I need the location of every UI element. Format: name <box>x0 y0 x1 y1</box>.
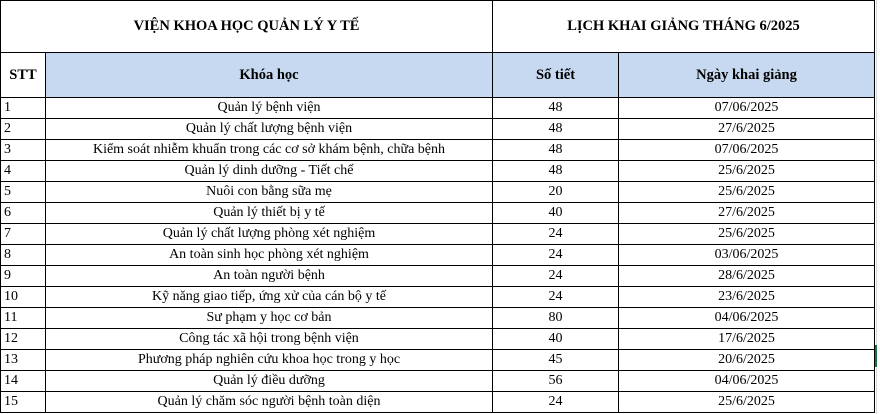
table-row <box>1 119 875 140</box>
row-stt-cell[interactable]: 15 <box>1 392 46 413</box>
row-course-cell[interactable]: Quản lý chất lượng phòng xét nghiệm <box>46 224 493 245</box>
row-hours-cell[interactable]: 48 <box>493 140 619 161</box>
row-hours-cell[interactable]: 80 <box>493 308 619 329</box>
row-stt-cell[interactable]: 4 <box>1 161 46 182</box>
row-hours-cell[interactable]: 24 <box>493 287 619 308</box>
row-stt-cell[interactable]: 5 <box>1 182 46 203</box>
row-date-cell[interactable]: 25/6/2025 <box>619 392 875 413</box>
row-hours-cell[interactable]: 48 <box>493 119 619 140</box>
row-date-cell[interactable]: 04/06/2025 <box>619 371 875 392</box>
table-row <box>1 329 875 350</box>
column-header-stt[interactable]: STT <box>1 53 46 98</box>
row-hours-cell[interactable]: 40 <box>493 203 619 224</box>
row-hours-cell[interactable]: 20 <box>493 182 619 203</box>
row-date-cell[interactable]: 25/6/2025 <box>619 224 875 245</box>
column-header-row <box>1 53 875 98</box>
row-stt-cell[interactable]: 8 <box>1 245 46 266</box>
table-row <box>1 245 875 266</box>
row-hours-cell[interactable]: 45 <box>493 350 619 371</box>
row-stt-cell[interactable]: 3 <box>1 140 46 161</box>
row-course-cell[interactable]: Kỹ năng giao tiếp, ứng xử của cán bộ y tế <box>46 287 493 308</box>
table-row <box>1 392 875 413</box>
row-date-cell[interactable]: 07/06/2025 <box>619 140 875 161</box>
table-row <box>1 161 875 182</box>
row-hours-cell[interactable]: 48 <box>493 161 619 182</box>
table-row <box>1 350 875 371</box>
row-hours-cell[interactable]: 24 <box>493 392 619 413</box>
row-stt-cell[interactable]: 6 <box>1 203 46 224</box>
row-hours-cell[interactable]: 24 <box>493 224 619 245</box>
row-stt-cell[interactable]: 11 <box>1 308 46 329</box>
row-course-cell[interactable]: Quản lý thiết bị y tế <box>46 203 493 224</box>
row-course-cell[interactable]: Quản lý bệnh viện <box>46 98 493 119</box>
table-row <box>1 287 875 308</box>
row-date-cell[interactable]: 23/6/2025 <box>619 287 875 308</box>
row-course-cell[interactable]: Phương pháp nghiên cứu khoa học trong y học <box>46 350 493 371</box>
course-rows <box>1 98 875 413</box>
row-course-cell[interactable]: Quản lý điều dưỡng <box>46 371 493 392</box>
table-row <box>1 266 875 287</box>
row-date-cell[interactable]: 27/6/2025 <box>619 203 875 224</box>
title-row <box>1 1 875 53</box>
table-row <box>1 224 875 245</box>
row-date-cell[interactable]: 25/6/2025 <box>619 182 875 203</box>
table-row <box>1 182 875 203</box>
row-date-cell[interactable]: 07/06/2025 <box>619 98 875 119</box>
row-date-cell[interactable]: 20/6/2025 <box>619 350 875 371</box>
row-stt-cell[interactable]: 7 <box>1 224 46 245</box>
table-row <box>1 98 875 119</box>
selected-cell-edge[interactable] <box>875 345 880 367</box>
table-row <box>1 371 875 392</box>
row-date-cell[interactable]: 25/6/2025 <box>619 161 875 182</box>
column-header-course[interactable]: Khóa học <box>46 53 493 98</box>
row-course-cell[interactable]: Nuôi con bằng sữa mẹ <box>46 182 493 203</box>
institute-title-cell[interactable]: VIỆN KHOA HỌC QUẢN LÝ Y TẾ <box>1 1 493 53</box>
row-stt-cell[interactable]: 14 <box>1 371 46 392</box>
row-stt-cell[interactable]: 2 <box>1 119 46 140</box>
row-hours-cell[interactable]: 40 <box>493 329 619 350</box>
row-hours-cell[interactable]: 24 <box>493 266 619 287</box>
row-hours-cell[interactable]: 56 <box>493 371 619 392</box>
row-date-cell[interactable]: 28/6/2025 <box>619 266 875 287</box>
row-course-cell[interactable]: Quản lý chất lượng bệnh viện <box>46 119 493 140</box>
row-stt-cell[interactable]: 12 <box>1 329 46 350</box>
row-course-cell[interactable]: An toàn người bệnh <box>46 266 493 287</box>
row-date-cell[interactable]: 17/6/2025 <box>619 329 875 350</box>
row-date-cell[interactable]: 04/06/2025 <box>619 308 875 329</box>
schedule-title-cell[interactable]: LỊCH KHAI GIẢNG THÁNG 6/2025 <box>493 1 875 53</box>
row-course-cell[interactable]: An toàn sinh học phòng xét nghiệm <box>46 245 493 266</box>
column-header-start-date[interactable]: Ngày khai giảng <box>619 53 875 98</box>
column-header-hours[interactable]: Số tiết <box>493 53 619 98</box>
row-stt-cell[interactable]: 1 <box>1 98 46 119</box>
row-hours-cell[interactable]: 48 <box>493 98 619 119</box>
row-stt-cell[interactable]: 13 <box>1 350 46 371</box>
table-row <box>1 203 875 224</box>
row-course-cell[interactable]: Kiểm soát nhiễm khuẩn trong các cơ sở khám bệnh, chữa bệnh <box>46 140 493 161</box>
row-course-cell[interactable]: Công tác xã hội trong bệnh viện <box>46 329 493 350</box>
row-course-cell[interactable]: Quản lý dinh dưỡng - Tiết chế <box>46 161 493 182</box>
row-hours-cell[interactable]: 24 <box>493 245 619 266</box>
row-course-cell[interactable]: Quản lý chăm sóc người bệnh toàn diện <box>46 392 493 413</box>
row-stt-cell[interactable]: 9 <box>1 266 46 287</box>
table-row <box>1 308 875 329</box>
row-date-cell[interactable]: 03/06/2025 <box>619 245 875 266</box>
row-course-cell[interactable]: Sư phạm y học cơ bản <box>46 308 493 329</box>
row-date-cell[interactable]: 27/6/2025 <box>619 119 875 140</box>
row-stt-cell[interactable]: 10 <box>1 287 46 308</box>
table-row <box>1 140 875 161</box>
